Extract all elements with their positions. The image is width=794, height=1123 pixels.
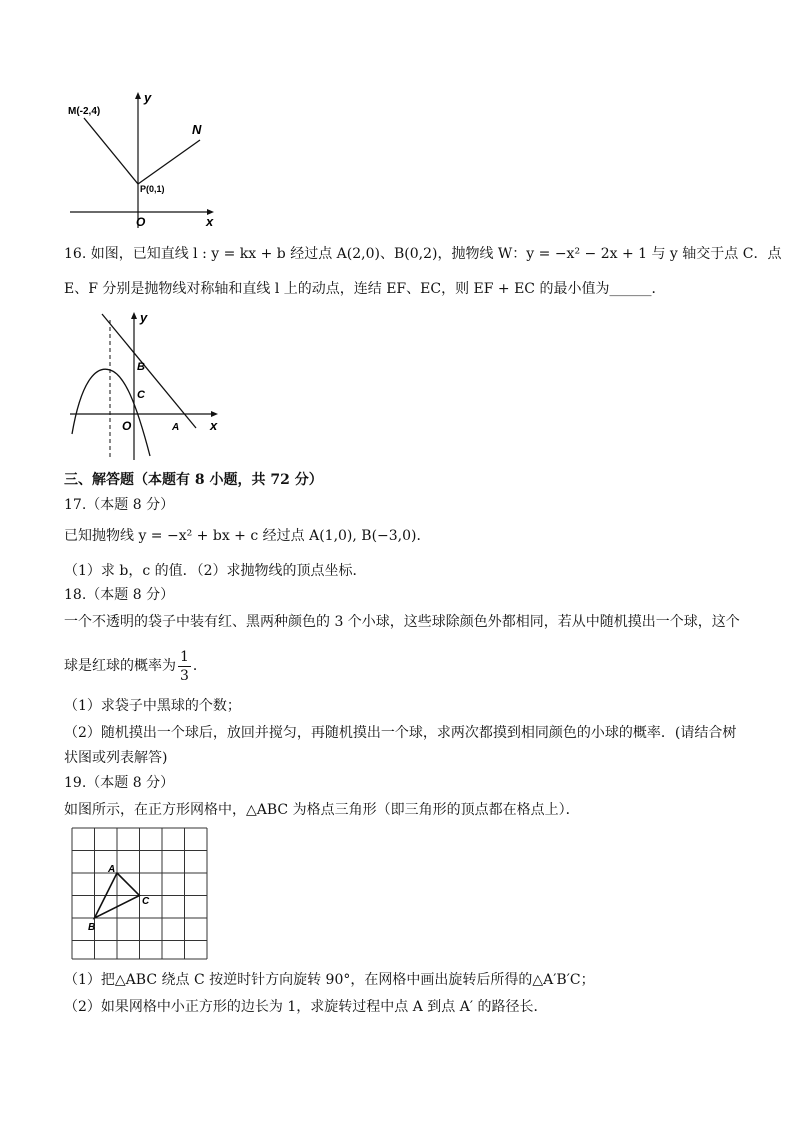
figure-grid-triangle	[70, 826, 212, 962]
parabola-w	[72, 369, 150, 456]
q18-stem-line2	[64, 646, 207, 686]
label-origin: O	[136, 215, 146, 229]
x-axis-arrow	[211, 411, 218, 417]
fraction-numerator: 1	[180, 648, 189, 665]
label-c: C	[142, 896, 150, 907]
q18-header: 18.（本题 8 分）	[64, 587, 175, 603]
q19-part2: （2）如果网格中小正方形的边长为 1，求旋转过程中点 A 到点 A′ 的路径长．	[64, 999, 548, 1015]
q18-part1: （1）求袋子中黑球的个数；	[64, 698, 241, 714]
line-l	[102, 314, 196, 428]
segment-pm	[84, 118, 138, 184]
q18-stem-prefix: 球是红球的概率为	[64, 658, 176, 674]
y-axis-arrow	[131, 312, 137, 319]
label-b: B	[137, 361, 145, 373]
label-n: N	[192, 122, 202, 137]
q19-header: 19.（本题 8 分）	[64, 775, 175, 791]
fraction-one-third	[178, 648, 191, 685]
q17-stem: 已知抛物线 y = −x² + bx + c 经过点 A(1,0), B(−3,0)．	[64, 528, 431, 544]
q16-line1: 16. 如图，已知直线 l : y = kx + b 经过点 A(2,0)、B(0,2)，抛物线 W：y = −x² − 2x + 1 与 y 轴交于点 C．点	[64, 246, 782, 262]
figure-line-mpn	[64, 88, 220, 230]
label-m: M(-2,4)	[68, 106, 101, 117]
label-b: B	[88, 922, 96, 933]
label-p: P(0,1)	[140, 184, 165, 194]
label-a: A	[172, 422, 180, 433]
q18-part2-line1: （2）随机摸出一个球后，放回并搅匀，再随机摸出一个球，求两次都摸到相同颜色的小球的概率．(请结合树	[64, 725, 737, 741]
grid	[72, 828, 207, 959]
label-c: C	[137, 389, 145, 401]
q16-line2: E、F 分别是抛物线对称轴和直线 l 上的动点，连结 EF、EC，则 EF + EC 的最小值为______．	[64, 281, 666, 297]
label-y: y	[140, 310, 148, 325]
label-a: A	[108, 864, 116, 875]
fraction-denominator: 3	[180, 667, 189, 684]
figure-parabola-line	[64, 306, 224, 464]
q17-parts: （1）求 b，c 的值．（2）求抛物线的顶点坐标．	[64, 563, 367, 579]
q19-part1: （1）把△ABC 绕点 C 按逆时针方向旋转 90°，在网格中画出旋转后所得的△A′B′C；	[64, 972, 595, 988]
q18-stem-suffix: ．	[192, 658, 207, 674]
label-x: x	[206, 214, 214, 229]
label-y: y	[144, 90, 152, 105]
segment-pn	[138, 140, 200, 184]
label-origin: O	[122, 419, 132, 433]
q18-part2-line2: 状图或列表解答)	[64, 750, 168, 766]
y-axis-arrow	[135, 92, 141, 99]
label-x: x	[210, 418, 218, 433]
q19-stem: 如图所示，在正方形网格中，△ABC 为格点三角形（即三角形的顶点都在格点上）．	[64, 802, 580, 818]
q18-stem-line1: 一个不透明的袋子中装有红、黑两种颜色的 3 个小球，这些球除颜色外都相同，若从中随机摸出一个球，这个	[64, 614, 740, 630]
section-3-heading: 三、解答题（本题有 8 小题，共 72 分）	[64, 472, 323, 488]
q17-header: 17.（本题 8 分）	[64, 497, 175, 513]
